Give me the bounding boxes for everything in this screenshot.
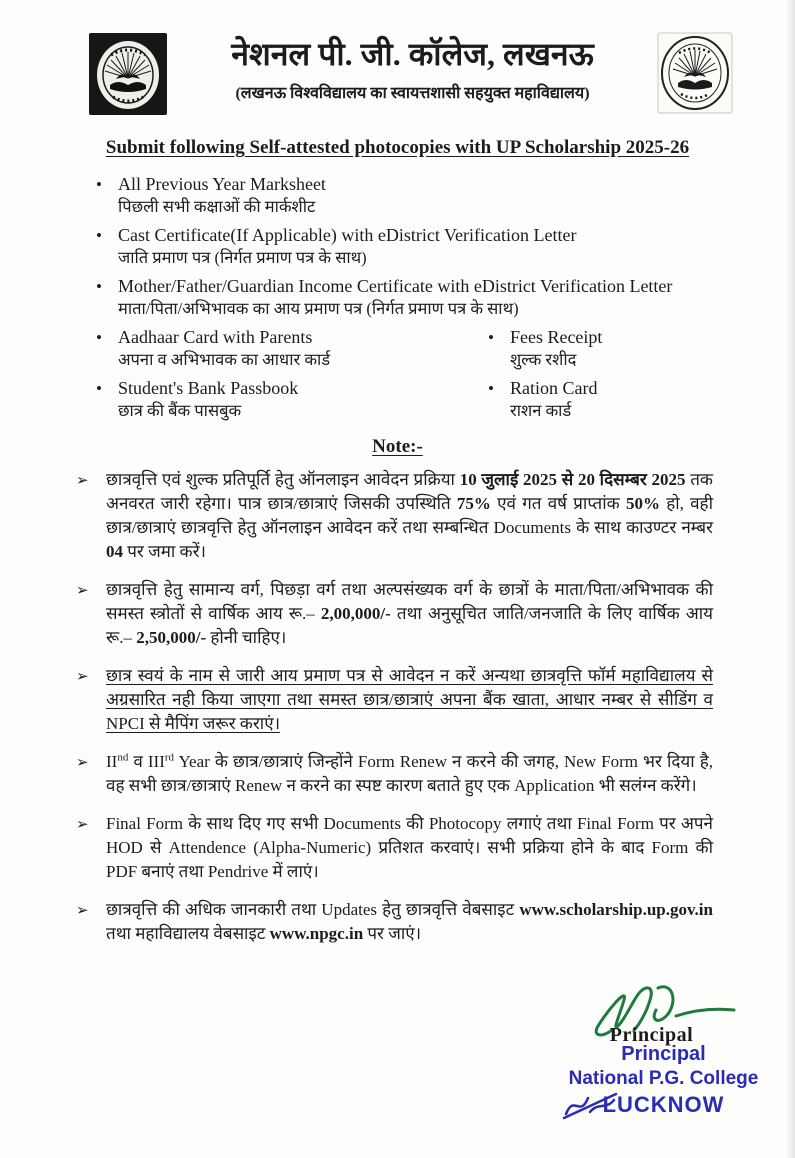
document-item-text xyxy=(118,224,577,269)
note-item xyxy=(76,750,713,798)
document-item xyxy=(96,326,488,371)
bullet-icon: • xyxy=(488,328,494,347)
bullet-icon: • xyxy=(488,379,494,398)
college-emblem-dark-icon xyxy=(88,32,168,116)
college-logo-left xyxy=(88,32,168,121)
note-item xyxy=(76,664,713,736)
document-item-hindi: शुल्क रशीद xyxy=(509,350,577,369)
principal-stamp xyxy=(546,1043,781,1118)
note-item xyxy=(76,578,713,650)
college-logo-right xyxy=(657,32,733,119)
document-item-english: Cast Certificate(If Applicable) with eDistrict Verification Letter xyxy=(117,225,577,245)
documents-column-right xyxy=(488,326,731,428)
bullet-icon: • xyxy=(96,175,102,194)
principal-label: Principal xyxy=(609,1024,694,1046)
college-emblem-light-icon xyxy=(657,32,733,114)
arrow-bullet-icon: ➢ xyxy=(76,473,89,489)
document-item-english: Ration Card xyxy=(509,378,598,398)
document-item-text xyxy=(118,173,326,218)
document-item-text xyxy=(118,377,298,422)
document-item-text xyxy=(510,326,602,371)
note-text: छात्रवृत्ति हेतु सामान्य वर्ग, पिछड़ा वर्ग तथा अल्पसंख्यक वर्ग के छात्रों के माता/पिता/अभिभावक की समस्त स्त्रोतों से वार्षिक आय रू.– 2,00,000/- तथा अनुसूचित जाति/जनजाति के लिए वार्षिक आय रू.– 2,50,000/- होनी चाहिए। xyxy=(106,580,713,647)
arrow-bullet-icon: ➢ xyxy=(76,817,89,833)
document-item-english: Mother/Father/Guardian Income Certificate with eDistrict Verification Letter xyxy=(117,276,673,296)
stamp-title: Principal xyxy=(621,1043,706,1065)
note-text: IInd व IIIrd Year के छात्र/छात्राएं जिन्होंने Form Renew न करने की जगह, New Form भर दिया है, वह सभी छात्र/छात्राएं Renew न करने का स्पष्ट कारण बताते हुए एक Application भी सलंग्न करेंगे। xyxy=(106,751,714,795)
header xyxy=(0,0,795,121)
document-item-hindi: जाति प्रमाण पत्र (निर्गत प्रमाण पत्र के साथ) xyxy=(117,248,367,267)
note-item xyxy=(76,812,713,884)
stamp-city: LUCKNOW xyxy=(602,1092,725,1117)
document-item xyxy=(488,326,731,371)
header-titles xyxy=(168,32,657,103)
note-text: छात्रवृत्ति एवं शुल्क प्रतिपूर्ति हेतु ऑनलाइन आवेदन प्रक्रिया 10 जुलाई 2025 से 20 दिसम्बर 2025 तक अनवरत जारी रहेगा। पात्र छात्र/छात्राएं जिसकी उपस्थिति 75% एवं गत वर्ष प्राप्तांक 50% हो, वही छात्र/छात्राएं छात्रवृत्ति हेतु ऑनलाइन आवेदन करें तथा सम्बन्धित Documents के साथ काउण्टर नम्बर 04 पर जमा करें। xyxy=(106,470,713,561)
document-item xyxy=(96,224,731,269)
document-item xyxy=(96,275,731,320)
note-heading: Note:- xyxy=(372,436,423,457)
note-text: छात्रवृत्ति की अधिक जानकारी तथा Updates हेतु छात्रवृत्ति वेबसाइट www.scholarship.up.gov.in तथा महाविद्यालय वेबसाइट www.npgc.in पर जाएं। xyxy=(106,900,713,943)
note-item xyxy=(76,898,713,946)
document-item xyxy=(96,377,488,422)
document-item-hindi: राशन कार्ड xyxy=(509,401,572,420)
note-text: Final Form के साथ दिए गए सभी Documents की Photocopy लगाएं तथा Final Form पर अपने HOD से Attendence (Alpha-Numeric) प्रतिशत करवाएं। सभी प्रक्रिया होने के बाद Form की PDF बनाएं तथा Pendrive में लाएं। xyxy=(106,814,713,881)
document-item-text xyxy=(118,275,672,320)
document-item-text xyxy=(118,326,330,371)
bullet-icon: • xyxy=(96,277,102,296)
college-subtitle: (लखनऊ विश्वविद्यालय का स्वायत्तशासी सहयुक्त महाविद्यालय) xyxy=(235,84,590,102)
arrow-bullet-icon: ➢ xyxy=(76,669,89,685)
document-item-english: Student's Bank Passbook xyxy=(117,378,299,398)
stamp-signature-icon xyxy=(560,1084,630,1124)
arrow-bullet-icon: ➢ xyxy=(76,755,89,771)
document-item-english: Aadhaar Card with Parents xyxy=(117,327,313,347)
document-item-hindi: पिछली सभी कक्षाओं की मार्कशीट xyxy=(117,197,316,216)
document-item-hindi: छात्र की बैंक पासबुक xyxy=(117,401,242,420)
signature-block xyxy=(546,982,781,1118)
notice-title: Submit following Self-attested photocopies with UP Scholarship 2025-26 xyxy=(105,137,690,158)
note-item xyxy=(76,468,713,564)
bullet-icon: • xyxy=(96,328,102,347)
documents-list xyxy=(96,173,731,428)
documents-columns xyxy=(96,326,731,428)
document-item-hindi: अपना व अभिभावक का आधार कार्ड xyxy=(117,350,331,369)
arrow-bullet-icon: ➢ xyxy=(76,903,89,919)
bullet-icon: • xyxy=(96,226,102,245)
document-item-english: Fees Receipt xyxy=(509,327,603,347)
college-name: नेशनल पी. जी. कॉलेज, लखनऊ xyxy=(231,36,594,72)
note-text: छात्र स्वयं के नाम से जारी आय प्रमाण पत्र से आवेदन न करें अन्यथा छात्रवृत्ति फॉर्म महाविद्यालय से अग्रसारित नही किया जाएगा तथा समस्त छात्र/छात्राएं अपना बैंक खाता, आधार नम्बर से सीडिंग व NPCI से मैपिंग जरूर कराएं। xyxy=(106,666,713,733)
document-item-hindi: माता/पिता/अभिभावक का आय प्रमाण पत्र (निर्गत प्रमाण पत्र के साथ) xyxy=(117,299,519,318)
document-item xyxy=(96,173,731,218)
stamp-college-name: National P.G. College xyxy=(568,1068,759,1089)
notes-list xyxy=(76,468,713,946)
document-item-english: All Previous Year Marksheet xyxy=(117,174,326,194)
stamp-city-row xyxy=(546,1092,781,1118)
arrow-bullet-icon: ➢ xyxy=(76,583,89,599)
documents-column-left xyxy=(96,326,488,428)
document-item xyxy=(488,377,731,422)
bullet-icon: • xyxy=(96,379,102,398)
document-item-text xyxy=(510,377,598,422)
